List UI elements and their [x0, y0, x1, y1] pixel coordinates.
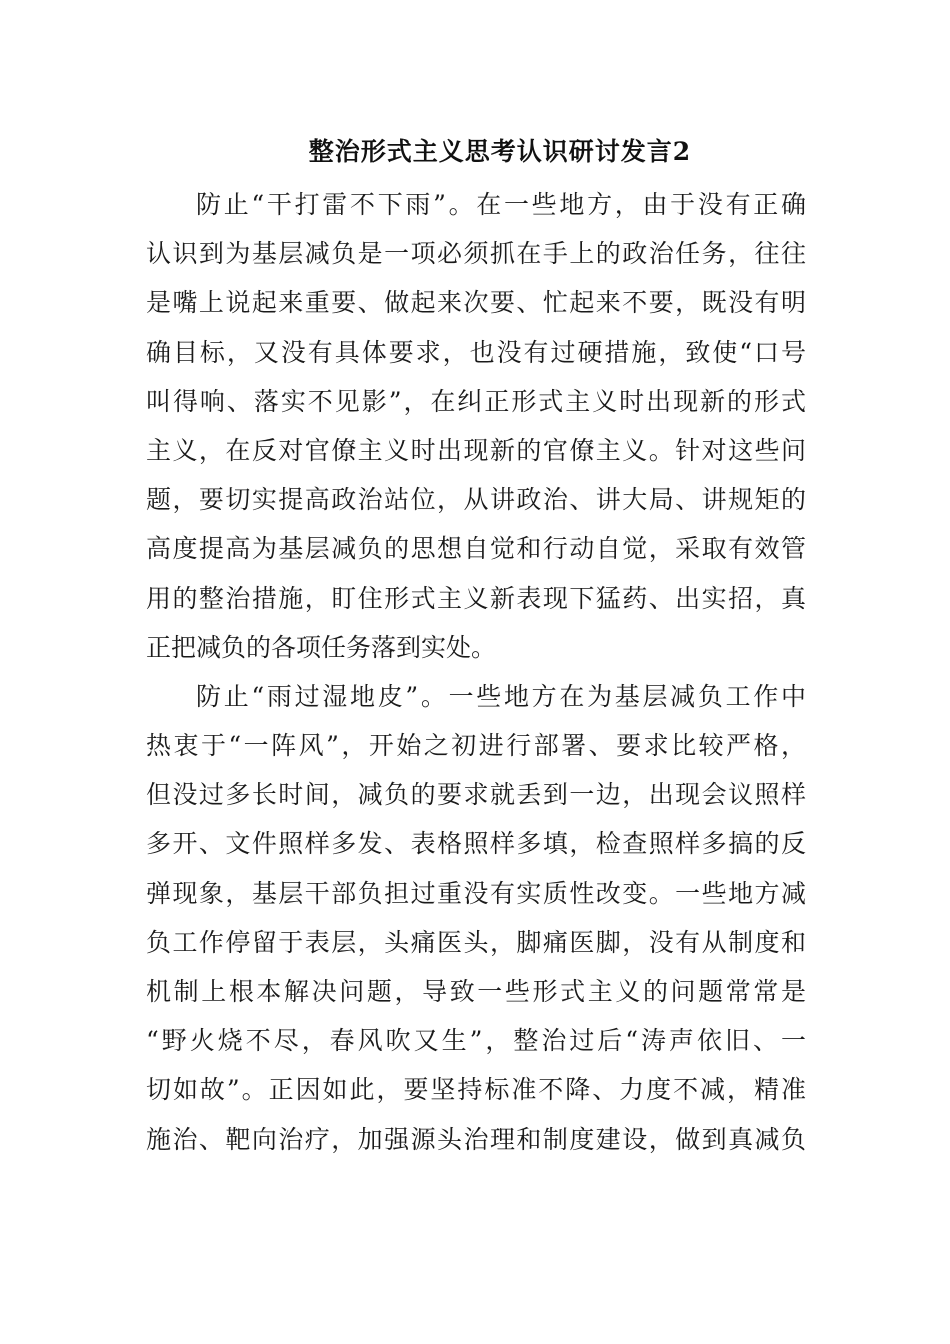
text-line: 多开、文件照样多发、表格照样多填，检查照样多搞的反	[146, 829, 806, 859]
text-line: 弹现象，基层干部负担过重没有实质性改变。一些地方减	[146, 878, 806, 908]
text-line: 但没过多长时间，减负的要求就丢到一边，出现会议照样	[146, 780, 806, 810]
document-body	[146, 180, 806, 1164]
document-title: 整治形式主义思考认识研讨发言2	[308, 137, 692, 166]
text-line: 用的整治措施，盯住形式主义新表现下猛药、出实招，真	[146, 583, 806, 613]
text-line: 高度提高为基层减负的思想自觉和行动自觉，采取有效管	[146, 534, 806, 564]
text-line: 正把减负的各项任务落到实处。	[146, 632, 497, 662]
text-line: 确目标，又没有具体要求，也没有过硬措施，致使“口号	[146, 337, 806, 367]
text-line: 机制上根本解决问题，导致一些形式主义的问题常常是	[146, 977, 806, 1006]
text-line: 叫得响、落实不见影”，在纠正形式主义时出现新的形式	[146, 386, 806, 416]
text-line: 施治、靶向治疗，加强源头治理和制度建设，做到真减负	[146, 1124, 806, 1154]
text-line: 是嘴上说起来重要、做起来次要、忙起来不要，既没有明	[146, 288, 806, 318]
text-line: 切如故”。正因如此，要坚持标准不降、力度不减，精准	[146, 1075, 806, 1105]
text-line: 防止“干打雷不下雨”。在一些地方，由于没有正确	[196, 190, 806, 219]
text-line: 认识到为基层减负是一项必须抓在手上的政治任务，往往	[146, 239, 806, 269]
paragraph-1	[146, 180, 806, 672]
text-line: 负工作停留于表层，头痛医头，脚痛医脚，没有从制度和	[146, 927, 806, 957]
text-line: 题，要切实提高政治站位，从讲政治、讲大局、讲规矩的	[146, 485, 806, 515]
text-line: “野火烧不尽，春风吹又生”，整治过后“涛声依旧、一	[146, 1026, 806, 1056]
text-line: 热衷于“一阵风”，开始之初进行部署、要求比较严格，	[146, 731, 806, 761]
text-line: 主义，在反对官僚主义时出现新的官僚主义。针对这些问	[146, 435, 806, 465]
text-line: 防止“雨过湿地皮”。一些地方在为基层减负工作中	[196, 681, 806, 711]
paragraph-2	[146, 672, 806, 1164]
